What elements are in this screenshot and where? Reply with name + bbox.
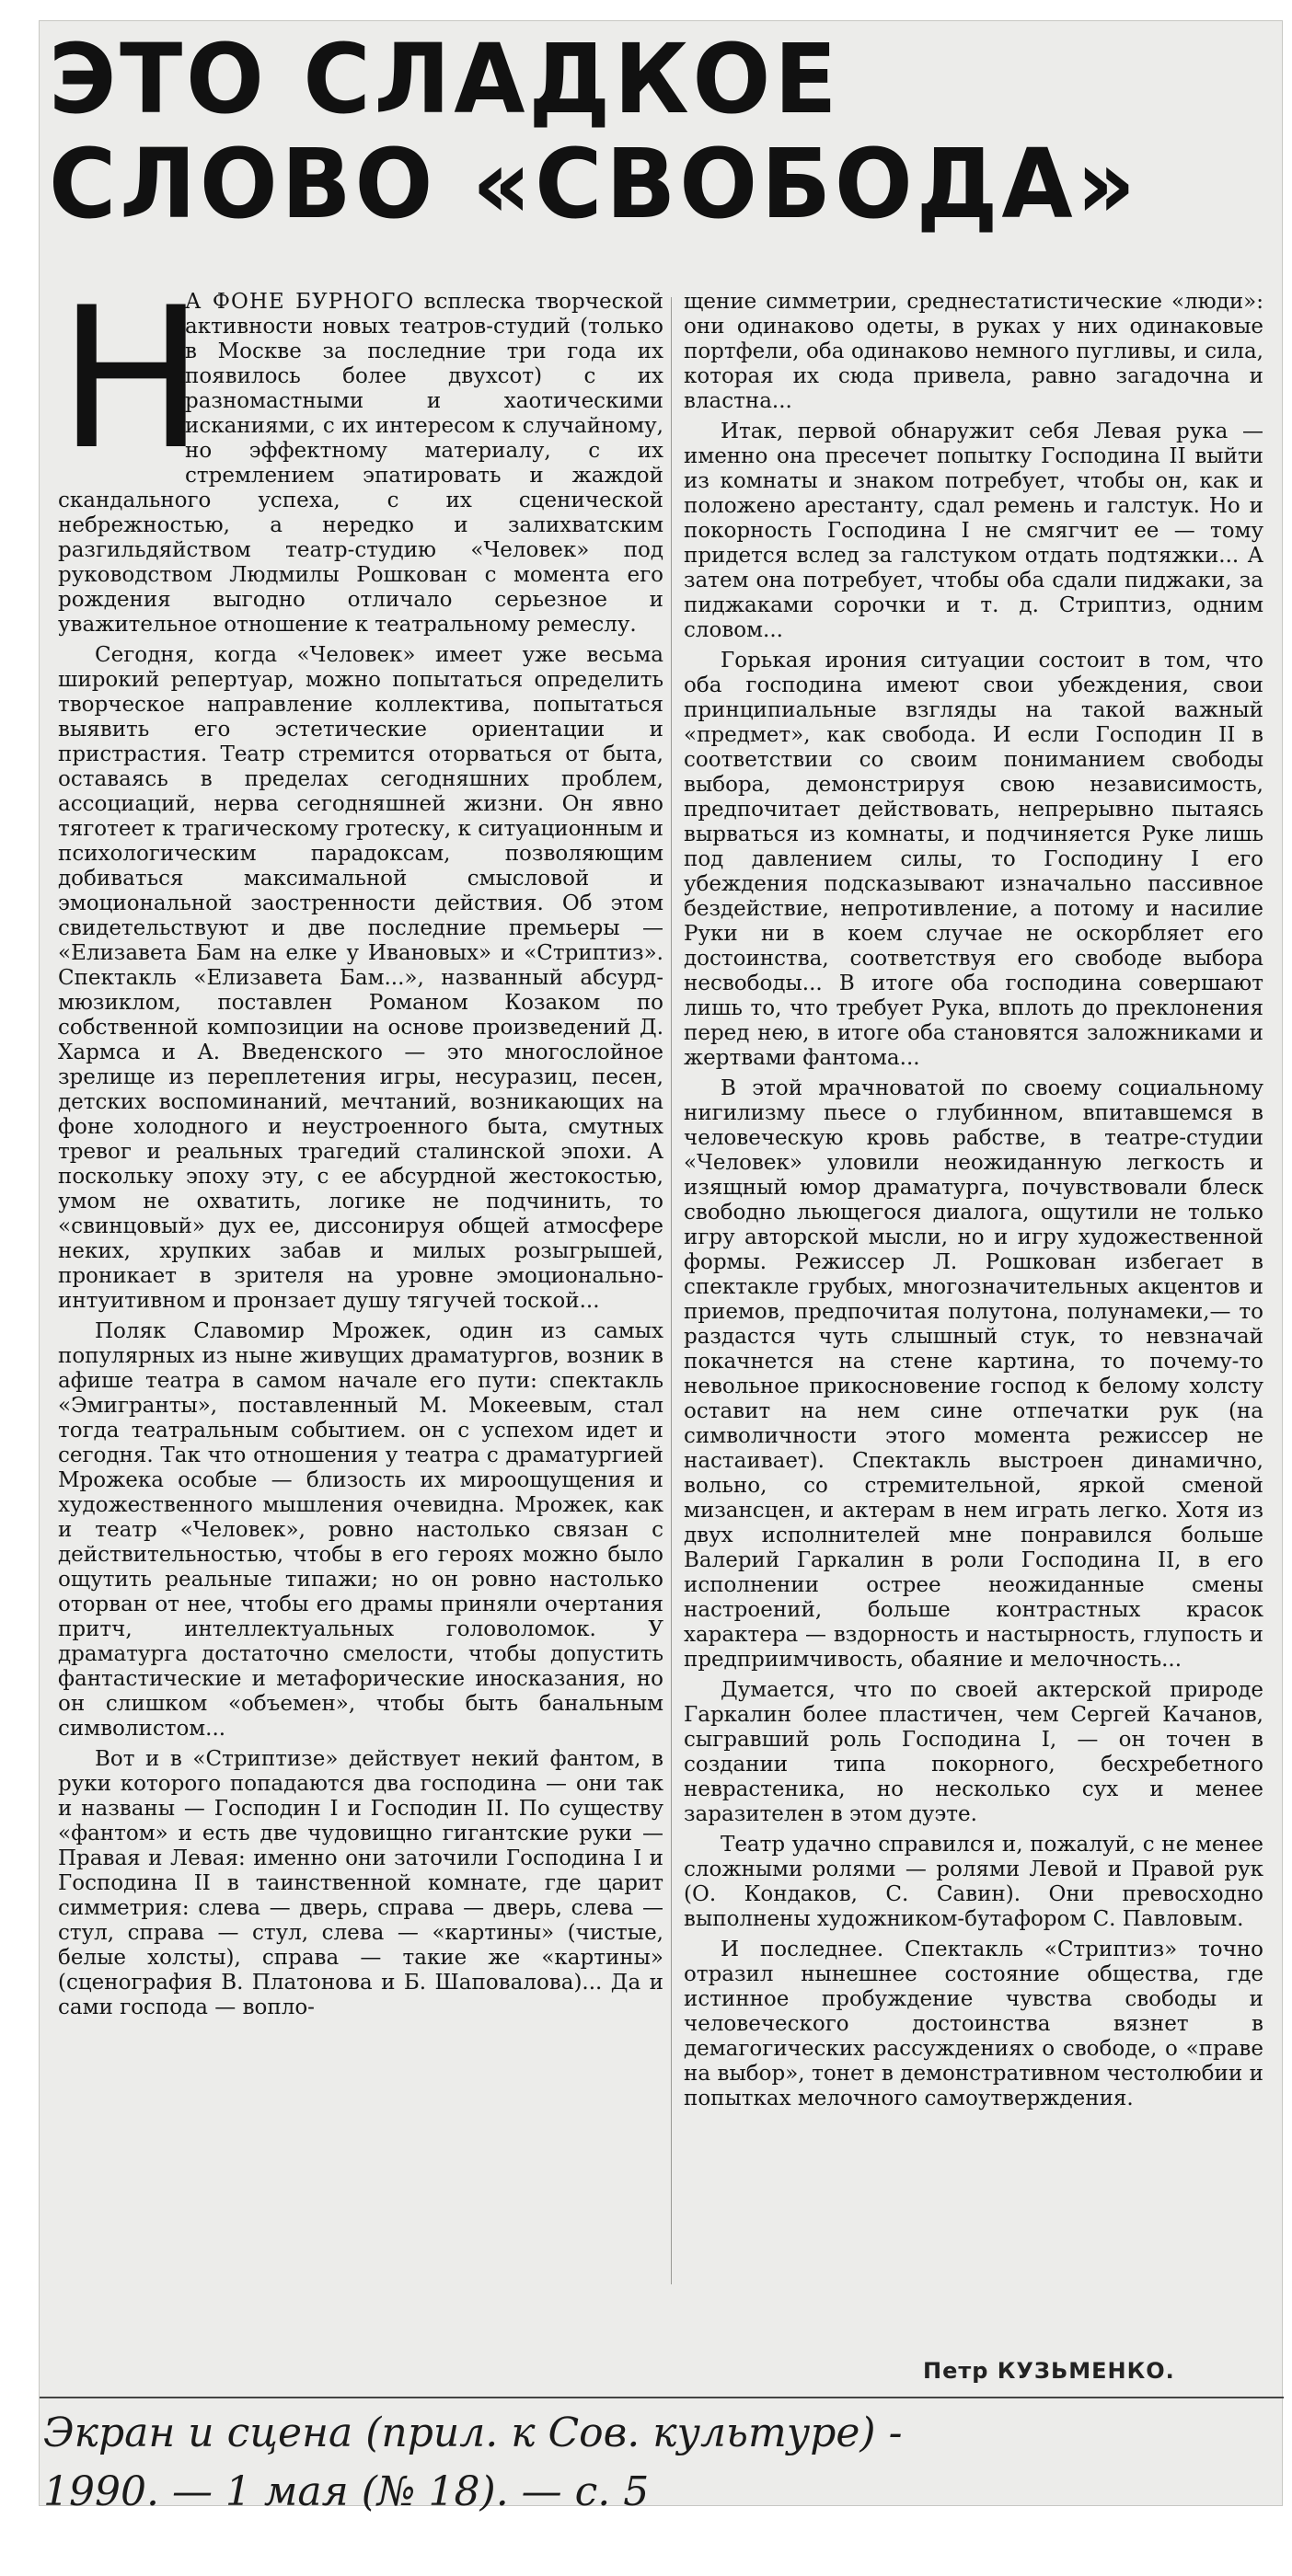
source-citation [40, 2404, 1287, 2522]
source-line-1: Экран и сцена (прил. к Сов. культуре) - [43, 2409, 903, 2456]
paragraph-text: всплеска творческой активности новых театров-студий (только в Москве за последние три года их появилось более двухсот) с их разномастными и хаотическими исканиями, с их интересом к случайному, но эффектному материалу, с их стремлением эпатировать и жаждой скандального успеха, с их сценической небрежностью, а нередко и залихватским разгильдяйством театр-студию «Человек» под руководством Людмилы Рошкован с момента его рождения выгодно отличало серьезное и уважительное отношение к театральному ремеслу. [58, 290, 663, 637]
column-divider [671, 297, 672, 2284]
article-paragraph: Думается, что по своей актерской природе Гаркалин более пластичен, чем Сергей Качанов, сыгравший роль Господина I, — он точен в создании типа покорного, бесхребетного неврастеника, но несколько сух и менее заразителен в этом дуэте. [684, 1678, 1263, 1826]
headline-line-2: СЛОВО «СВОБОДА» [49, 128, 1139, 240]
headline [49, 23, 1197, 240]
article-paragraph: Итак, первой обнаружит себя Левая рука — именно она пресечет попытку Господина II выйти из комнаты и знаком потребует, чтобы он, как и положено арестанту, сдал ремень и галстук. Но и покорность Господина I не смягчит ее — тому придется вслед за галстуком отдать подтяжки... А затем она потребует, чтобы оба сдали пиджаки, за пиджаками сорочки и т. д. Стриптиз, одним словом... [684, 420, 1263, 642]
article-paragraph: Сегодня, когда «Человек» имеет уже весьма широкий репертуар, можно попытаться определить творческое направление коллектива, попытаться выявить его эстетические ориентации и пристрастия. Театр стремится оторваться от быта, оставаясь в пределах сегодняшних проблем, ассоциаций, нерва сегодняшней жизни. Он явно тяготеет к трагическому гротеску, к ситуационным и психологическим парадоксам, позволяющим добиваться максимальной смысловой и эмоциональной заостренности действия. Об этом свидетельствуют и две последние премьеры — «Елизавета Бам на елке у Ивановых» и «Стриптиз». Спектакль «Елизавета Бам...», названный абсурд-мюзиклом, поставлен Романом Козаком по собственной композиции на основе произведений Д. Хармса и А. Введенского — это многослойное зрелище из переплетения игры, несуразиц, песен, детских воспоминаний, мечтаний, возникающих на фоне холодного и неустроенного быта, смутных тревог и реальных трагедий сталинской эпохи. А поскольку эпоху эту, с ее абсурдной жестокостью, умом не охватить, логике не подчинить, то «свинцовый» дух ее, диссонируя общей атмосфере неких, хрупких забав и милых розыгрышей, проникает в зрителя на уровне эмоционально-интуитивном и пронзает душу тягучей тоской... [58, 643, 663, 1313]
article-paragraph: Театр удачно справился и, пожалуй, с не менее сложными ролями — ролями Левой и Правой рук (О. Кондаков, С. Савин). Они превосходно выполнены художником-бутафором С. Павловым. [684, 1833, 1263, 1931]
author-byline: Петр КУЗЬМЕНКО. [923, 2358, 1175, 2384]
headline-line-1: ЭТО СЛАДКОЕ [49, 23, 841, 135]
lead-caps: А ФОНЕ БУРНОГО [185, 290, 415, 314]
newspaper-clipping [39, 20, 1283, 2515]
article-paragraph [58, 265, 663, 638]
article-column-left [58, 265, 663, 2026]
source-line-2: 1990. — 1 мая (№ 18). — с. 5 [43, 2468, 650, 2515]
article-column-right [684, 290, 1263, 2117]
article-paragraph: Горькая ирония ситуации состоит в том, что оба господина имеют свои убеждения, свои принципиальные взгляды на такой важный «предмет», как свобода. И если Господин II в соответствии со своим пониманием свободы выбора, демонстрируя свою независимость, предпочитает действовать, непрерывно пытаясь вырваться из комнаты, и подчиняется Руке лишь под давлением силы, то Господину I его убеждения подсказывают изначально пассивное бездействие, непротивление, а потому и насилие Руки ни в коем случае не оскорбляет его достоинства, соответствуя его свободе выбора несвободы... В итоге оба господина совершают лишь то, что требует Рука, вплоть до преклонения перед нею, в итоге оба становятся заложниками и жертвами фантома... [684, 649, 1263, 1070]
article-paragraph: Вот и в «Стриптизе» действует некий фантом, в руки которого попадаются два господина — они так и названы — Господин I и Господин II. По существу «фантом» и есть две чудовищно гигантские руки — Правая и Левая: именно они заточили Господина I и Господина II в таинственной комнате, где царит симметрия: слева — дверь, справа — дверь, слева — стул, справа — стул, слева — «картины» (чистые, белые холсты), справа — такие же «картины» (сценография В. Платонова и Б. Шаповалова)... Да и сами господа — вопло- [58, 1747, 663, 2019]
drop-cap: Н [58, 265, 202, 492]
article-paragraph: В этой мрачноватой по своему социальному нигилизму пьесе о глубинном, впитавшемся в человеческую кровь рабстве, в театре-студии «Человек» уловили неожиданную легкость и изящный юмор драматурга, почувствовали блеск свободно льющегося диалога, ощутили не только игру авторской мысли, но и игру художественной формы. Режиссер Л. Рошкован избегает в спектакле грубых, многозначительных акцентов и приемов, предпочитая полутона, полунамеки,— то раздастся чуть слышный стук, то невзначай покачнется на стене картина, то почему-то невольное прикосновение господ к белому холсту оставит на нем сине отпечатки рук (на символичности этого момента режиссер не настаивает). Спектакль выстроен динамично, вольно, со стремительной, яркой сменой мизансцен, и актерам в нем играть легко. Хотя из двух исполнителей мне понравился больше Валерий Гаркалин в роли Господина II, в его исполнении острее неожиданные смены настроений, больше контрастных красок характера — вздорность и настырность, глупость и предприимчивость, обаяние и мелочность... [684, 1076, 1263, 1672]
source-rule-top [40, 2397, 1284, 2398]
article-paragraph: щение симметрии, среднестатистические «люди»: они одинаково одеты, в руках у них одинаковые портфели, оба одинаково немного пугливы, и сила, которая их сюда привела, равно загадочна и властна... [684, 290, 1263, 413]
article-paragraph: И последнее. Спектакль «Стриптиз» точно отразил нынешнее состояние общества, где истинное пробуждение чувства свободы и человеческого достоинства вязнет в демагогических рассуждениях о свободе, о «праве на выбор», тонет в демонстративном честолюбии и попытках мелочного самоутверждения. [684, 1938, 1263, 2110]
article-paragraph: Поляк Славомир Мрожек, один из самых популярных из ныне живущих драматургов, возник в афише театра в самом начале его пути: спектакль «Эмигранты», поставленный М. Мокеевым, стал тогда театральным событием. он с успехом идет и сегодня. Так что отношения у театра с драматургией Мрожека особые — близость их мироощущения и художественного мышления очевидна. Мрожек, как и театр «Человек», ровно настолько связан с действительностью, чтобы в его героях можно было ощутить реальные типажи; но он ровно настолько оторван от нее, чтобы его драмы приняли очертания притч, интеллектуальных головоломок. У драматурга достаточно смелости, чтобы допустить фантастические и метафорические иносказания, но он слишком «объемен», чтобы быть банальным символистом... [58, 1319, 663, 1741]
